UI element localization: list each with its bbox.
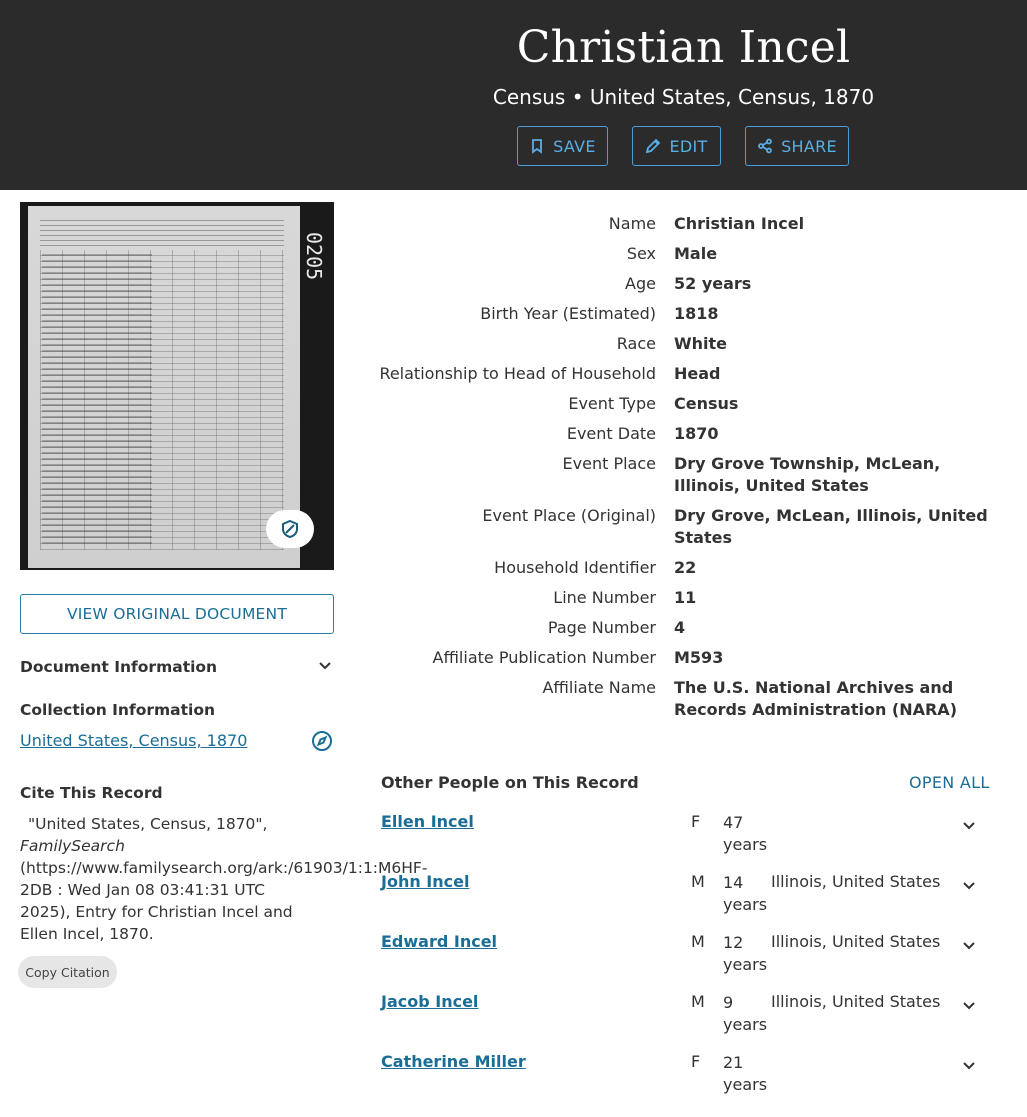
chevron-down-icon[interactable] xyxy=(961,938,977,954)
detail-value: 1870 xyxy=(674,424,719,443)
person-row xyxy=(381,992,1001,1044)
detail-label: Household Identifier xyxy=(494,558,656,577)
census-page-image xyxy=(28,206,300,568)
detail-row xyxy=(340,647,1020,669)
person-birthplace: Illinois, United States xyxy=(771,932,941,951)
person-name-link[interactable]: John Incel xyxy=(381,872,470,891)
detail-row xyxy=(340,243,1020,265)
citation-part2: (https://www.familysearch.org/ark:/61903/1:1:M6HF-2DB : Wed Jan 08 03:41:31 UTC 2025), Entry for Christian Incel and Ellen Incel, 1870. xyxy=(20,859,428,943)
detail-row xyxy=(340,677,1020,721)
record-subtitle: Census • United States, Census, 1870 xyxy=(492,85,875,109)
record-details xyxy=(340,213,1020,729)
detail-row xyxy=(340,423,1020,445)
image-restriction-button[interactable] xyxy=(266,510,314,548)
save-button-label: SAVE xyxy=(553,136,596,156)
person-row xyxy=(381,1052,1001,1104)
detail-row xyxy=(340,363,1020,385)
detail-label: Birth Year (Estimated) xyxy=(480,304,656,323)
detail-value: Census xyxy=(674,394,739,413)
detail-value: 1818 xyxy=(674,304,719,323)
detail-label: Event Place (Original) xyxy=(482,506,656,525)
detail-label: Name xyxy=(608,214,656,233)
person-sex: M xyxy=(691,872,705,891)
person-age: 47 years xyxy=(723,813,768,854)
detail-label: Event Type xyxy=(568,394,656,413)
share-icon xyxy=(757,138,773,154)
detail-label: Affiliate Publication Number xyxy=(432,648,656,667)
record-header xyxy=(0,0,1027,190)
detail-row xyxy=(340,273,1020,295)
detail-value: Head xyxy=(674,364,721,383)
person-name-link[interactable]: Edward Incel xyxy=(381,932,498,951)
detail-row xyxy=(340,303,1020,325)
cite-record-heading: Cite This Record xyxy=(20,784,163,802)
person-age: 12 years xyxy=(723,933,768,974)
detail-row xyxy=(340,333,1020,355)
detail-label: Event Date xyxy=(566,424,656,443)
chevron-down-icon[interactable] xyxy=(961,878,977,894)
share-button-label: SHARE xyxy=(781,136,837,156)
detail-value: Christian Incel xyxy=(674,214,805,233)
person-sex: F xyxy=(691,812,701,831)
compass-icon[interactable] xyxy=(311,730,333,752)
person-row xyxy=(381,812,1001,864)
detail-value: 11 xyxy=(674,588,697,607)
detail-label: Age xyxy=(625,274,656,293)
detail-row xyxy=(340,453,1020,497)
bookmark-icon xyxy=(529,138,545,154)
chevron-down-icon[interactable] xyxy=(961,998,977,1014)
detail-label: Event Place xyxy=(562,454,656,473)
detail-value: 22 xyxy=(674,558,697,577)
person-sex: M xyxy=(691,932,705,951)
shield-icon xyxy=(280,519,300,539)
detail-label: Relationship to Head of Household xyxy=(379,364,656,383)
detail-label: Affiliate Name xyxy=(542,678,656,697)
detail-label: Race xyxy=(616,334,656,353)
citation-source: FamilySearch xyxy=(20,837,125,855)
detail-label: Line Number xyxy=(553,588,656,607)
person-row xyxy=(381,872,1001,924)
person-name-link[interactable]: Jacob Incel xyxy=(381,992,479,1011)
detail-value: White xyxy=(674,334,728,353)
detail-value: Dry Grove Township, McLean, Illinois, United States xyxy=(674,454,941,495)
detail-label: Page Number xyxy=(547,618,656,637)
citation-part1: "United States, Census, 1870", xyxy=(28,815,268,833)
detail-row xyxy=(340,213,1020,235)
person-sex: F xyxy=(691,1052,701,1071)
person-age: 21 years xyxy=(723,1053,768,1094)
detail-value: Dry Grove, McLean, Illinois, United States xyxy=(674,506,988,547)
detail-value: M593 xyxy=(674,648,724,667)
view-original-document-button[interactable]: VIEW ORIGINAL DOCUMENT xyxy=(20,594,334,634)
detail-value: 52 years xyxy=(674,274,752,293)
edit-button[interactable] xyxy=(632,126,721,166)
collection-information-heading: Collection Information xyxy=(20,701,216,719)
chevron-down-icon[interactable] xyxy=(961,1058,977,1074)
person-name-link[interactable]: Ellen Incel xyxy=(381,812,474,831)
person-age: 14 years xyxy=(723,873,768,914)
person-birthplace: Illinois, United States xyxy=(771,992,941,1011)
detail-row xyxy=(340,617,1020,639)
collection-link[interactable]: United States, Census, 1870 xyxy=(20,731,248,750)
detail-row xyxy=(340,557,1020,579)
film-frame-number: 0205 xyxy=(302,232,326,281)
edit-button-label: EDIT xyxy=(669,136,708,156)
detail-row xyxy=(340,587,1020,609)
document-information-toggle[interactable]: Document Information xyxy=(20,658,218,676)
chevron-down-icon[interactable] xyxy=(961,818,977,834)
detail-value: 4 xyxy=(674,618,686,637)
detail-value: Male xyxy=(674,244,718,263)
person-row xyxy=(381,932,1001,984)
other-people-heading: Other People on This Record xyxy=(381,773,639,792)
detail-value: The U.S. National Archives and Records Administration (NARA) xyxy=(674,678,957,719)
person-birthplace: Illinois, United States xyxy=(771,872,941,891)
person-name-link[interactable]: Catherine Miller xyxy=(381,1052,526,1071)
copy-citation-button[interactable]: Copy Citation xyxy=(18,956,117,988)
page-title: Christian Incel xyxy=(516,22,851,73)
person-sex: M xyxy=(691,992,705,1011)
detail-label: Sex xyxy=(626,244,656,263)
open-all-button[interactable]: OPEN ALL xyxy=(909,773,990,792)
detail-row xyxy=(340,393,1020,415)
save-button[interactable] xyxy=(517,126,608,166)
pencil-icon xyxy=(645,138,661,154)
chevron-down-icon[interactable] xyxy=(318,659,332,673)
person-age: 9 years xyxy=(723,993,768,1034)
detail-row xyxy=(340,505,1020,549)
share-button[interactable] xyxy=(745,126,849,166)
